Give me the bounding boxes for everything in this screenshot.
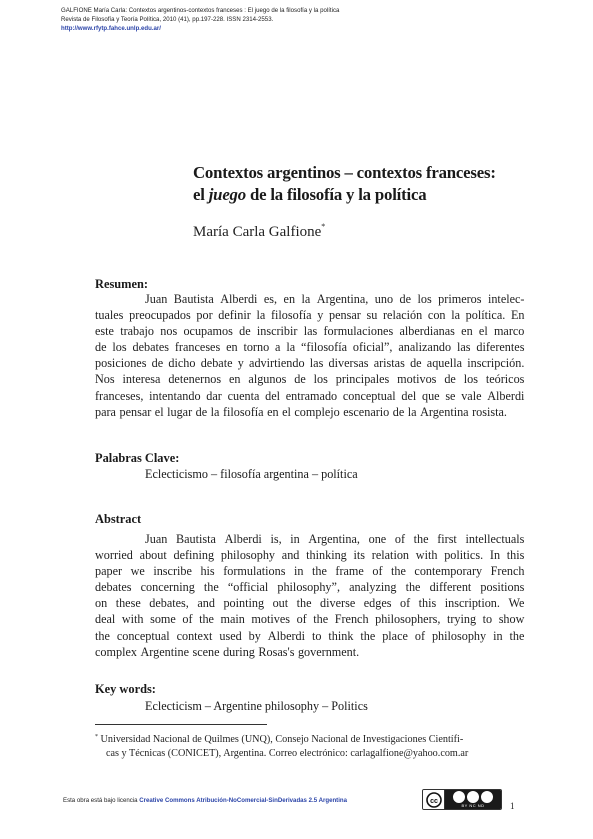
word: interesa <box>122 372 161 387</box>
word: with <box>121 612 144 627</box>
word: la <box>256 308 266 323</box>
word: franceses, <box>95 388 144 403</box>
word: the <box>203 580 219 595</box>
license-link[interactable]: Creative Commons Atribución-NoComercial-SinDerivadas 2.5 Argentina <box>139 797 348 804</box>
word: defining <box>173 548 215 563</box>
abstract-line <box>95 579 528 595</box>
word: para <box>95 404 116 419</box>
word: debate <box>200 356 233 371</box>
word: su <box>366 308 378 323</box>
word: out <box>272 596 289 611</box>
word: of <box>414 628 426 643</box>
word: place <box>382 628 408 643</box>
word: nos <box>160 324 178 339</box>
word: se <box>445 388 456 403</box>
word: inscribe <box>153 564 192 579</box>
word: uno <box>374 292 394 306</box>
word: trabajo <box>120 324 155 339</box>
word: the <box>95 628 110 643</box>
word: por <box>196 308 213 323</box>
word: scene <box>192 644 220 659</box>
word: and <box>281 548 300 563</box>
word: política. <box>465 308 506 323</box>
word: philosophers, <box>375 612 441 627</box>
article-title <box>193 162 553 206</box>
word: oficial”, <box>352 340 393 355</box>
word: to <box>482 612 493 627</box>
word: teóricos <box>485 372 525 387</box>
word: cuenta <box>227 388 260 403</box>
cc-logo-icon <box>423 790 445 809</box>
word: contemporary <box>414 564 483 579</box>
abstract-line <box>95 611 528 627</box>
word: French <box>490 564 525 579</box>
word: debates, <box>149 596 189 611</box>
word: es, <box>263 292 278 306</box>
word: conceptual <box>342 388 396 403</box>
word: Argentine <box>140 644 189 659</box>
word: principales <box>335 372 390 387</box>
word: entramado <box>285 388 338 403</box>
word: with <box>415 548 438 563</box>
word: the <box>413 532 429 546</box>
title-line-1: Contextos argentinos – contextos franceses: <box>193 163 496 182</box>
word: el <box>478 324 488 339</box>
word: detenernos <box>168 372 222 387</box>
word: los <box>417 292 432 306</box>
word: the <box>405 580 421 595</box>
word: este <box>95 324 114 339</box>
word: of <box>394 532 406 546</box>
resumen-heading: Resumen: <box>95 277 148 291</box>
word: lugar <box>167 404 193 419</box>
word: de <box>151 356 164 371</box>
keywords-heading: Key words: <box>95 682 156 696</box>
word: motivos <box>397 372 437 387</box>
word: positions <box>480 580 525 595</box>
abstract-paragraph <box>95 531 528 660</box>
footnote-divider <box>95 724 267 725</box>
word: los <box>313 372 328 387</box>
resumen-line <box>95 371 528 387</box>
word: En <box>510 308 525 323</box>
word: con <box>427 308 446 323</box>
word: first <box>437 532 457 546</box>
word: motives <box>251 612 291 627</box>
word: dar <box>206 388 222 403</box>
word: intentando <box>149 388 201 403</box>
word: edges <box>363 596 392 611</box>
word: on <box>95 596 108 611</box>
word: el <box>282 404 291 419</box>
word: Alberdi <box>267 628 306 643</box>
word: en <box>229 372 241 387</box>
word: Alberdi <box>487 388 525 403</box>
palabras-clave-heading: Palabras Clave: <box>95 451 180 465</box>
word: vale <box>461 388 482 403</box>
word: las <box>456 340 471 355</box>
word: inscription. <box>444 596 500 611</box>
word: y <box>237 356 244 371</box>
word: Bautista <box>175 532 216 546</box>
word: aquella <box>426 356 462 371</box>
word: la <box>407 404 417 419</box>
word: the <box>296 596 312 611</box>
word: philosophy <box>220 548 276 563</box>
word: Rosas's <box>258 644 295 659</box>
word: by <box>248 628 261 643</box>
resumen-line <box>95 355 528 371</box>
word: de <box>95 340 107 355</box>
word: frame <box>335 564 364 579</box>
word: and <box>197 596 215 611</box>
word: in <box>290 532 300 546</box>
word: y <box>317 308 324 323</box>
citation-header <box>61 6 561 33</box>
word: de <box>444 372 456 387</box>
word: inscripción. <box>467 356 525 371</box>
word: the <box>199 612 214 627</box>
resumen-paragraph <box>95 291 528 420</box>
resumen-line <box>95 404 528 420</box>
svg-text:cc: cc <box>429 797 438 805</box>
word: los <box>112 340 127 355</box>
word: of <box>372 564 383 579</box>
page-number: 1 <box>510 801 515 811</box>
word: diferentes <box>476 340 525 355</box>
word: In <box>489 548 501 563</box>
word: philosophy”, <box>277 580 340 595</box>
word: in <box>493 628 503 643</box>
word: a <box>275 340 281 355</box>
abstract-line <box>95 595 528 611</box>
word: is, <box>270 532 282 546</box>
word: thinking <box>306 548 347 563</box>
word: preocupados <box>129 308 191 323</box>
resumen-line <box>95 339 528 355</box>
word: de <box>392 404 405 419</box>
word: la <box>301 292 311 306</box>
author-name: María Carla Galfione* <box>193 222 326 240</box>
word: intelec- <box>487 292 525 306</box>
word: las <box>303 324 318 339</box>
word: the <box>312 564 327 579</box>
abstract-heading: Abstract <box>95 512 142 526</box>
word: en <box>461 324 473 339</box>
word: politics. <box>444 548 484 563</box>
resumen-line <box>95 323 528 339</box>
word: relación <box>383 308 423 323</box>
title-emphasis: juego <box>208 185 246 204</box>
cc-nd-icon <box>481 791 493 803</box>
word: marco <box>493 324 525 339</box>
word: main <box>220 612 245 627</box>
word: concerning <box>140 580 195 595</box>
word: en <box>226 340 238 355</box>
word: algunos <box>248 372 287 387</box>
word: this <box>506 548 525 563</box>
word: en <box>267 404 279 419</box>
word: of <box>182 612 193 627</box>
abstract-line <box>95 628 528 644</box>
word: Alberdi <box>220 292 258 306</box>
word: intellectuals <box>465 532 525 546</box>
word: Bautista <box>173 292 214 306</box>
word: rosista. <box>472 404 507 419</box>
word: tuales <box>95 308 124 323</box>
abstract-line <box>95 563 528 579</box>
cc-nc-icon <box>467 791 479 803</box>
citation-line-1: GALFIONE María Carla: Contextos argentinos-contextos franceses : El juego de la filosofía y la política <box>61 7 340 14</box>
footnote <box>95 730 530 761</box>
word: its <box>353 548 366 563</box>
word: la <box>451 308 460 323</box>
cc-license-badge[interactable] <box>422 789 502 810</box>
word: de <box>410 356 422 371</box>
word: posiciones <box>95 356 147 371</box>
word: think <box>328 628 354 643</box>
footnote-line-2: cas y Técnicas (CONICET), Argentina. Correo electrónico: carlagalfione@yahoo.com.ar <box>106 748 469 759</box>
word: Argentina <box>420 404 469 419</box>
word: primeros <box>438 292 482 306</box>
word: diversas <box>328 356 369 371</box>
word: conceptual <box>116 628 170 643</box>
word: torno <box>243 340 270 355</box>
author-footnote-mark: * <box>321 222 326 231</box>
word: in <box>294 564 304 579</box>
word: to <box>311 628 322 643</box>
word: advirtiendo <box>249 356 305 371</box>
word: government. <box>297 644 360 659</box>
word: of <box>400 596 411 611</box>
word: pointing <box>223 596 265 611</box>
footnote-line-1: Universidad Nacional de Quilmes (UNQ), Consejo Nacional de Investigaciones Científi- <box>100 734 464 745</box>
word: del <box>265 388 280 403</box>
word: relation <box>371 548 410 563</box>
title-line-2: el juego de la filosofía y la política <box>193 185 427 204</box>
cc-by-icon <box>453 791 465 803</box>
word: franceses <box>174 340 221 355</box>
word: la <box>210 404 220 419</box>
citation-line-2: Revista de Filosofía y Teoría Política, 2010 (41), pp.197-228. ISSN 2314-2553. <box>61 16 274 23</box>
abstract-line <box>95 644 528 660</box>
word: del <box>401 388 417 403</box>
word: formulaciones <box>323 324 394 339</box>
resumen-line <box>95 307 528 323</box>
word: definir <box>218 308 251 323</box>
word: inscribir <box>256 324 298 339</box>
word: en <box>283 292 296 306</box>
word: worried <box>95 548 133 563</box>
word: about <box>139 548 167 563</box>
word: pensar <box>329 308 361 323</box>
word: de <box>195 404 208 419</box>
word: escenario <box>343 404 390 419</box>
word: philosophy <box>431 628 487 643</box>
word: paper <box>95 564 123 579</box>
license-notice: Esta obra está bajo licencia Creative Commons Atribución-NoComercial-SinDerivadas 2.5 Argentina <box>63 797 348 804</box>
resumen-line <box>95 388 528 404</box>
word: analyzing <box>349 580 397 595</box>
word: Juan <box>145 532 168 546</box>
word: el <box>154 404 164 419</box>
word: “filosofía <box>300 340 348 355</box>
word: debates <box>132 340 170 355</box>
word: complex <box>95 644 137 659</box>
word: this <box>418 596 437 611</box>
word: analizando <box>398 340 452 355</box>
word: ocupamos <box>183 324 233 339</box>
word: los <box>463 372 478 387</box>
journal-url-link[interactable]: http://www.rfytp.fahce.unlp.edu.ar/ <box>61 25 161 32</box>
word: during <box>223 644 255 659</box>
word: the <box>313 612 329 627</box>
word: Juan <box>145 292 168 306</box>
word: We <box>508 596 525 611</box>
word: one <box>368 532 387 546</box>
word: debates <box>95 580 132 595</box>
word: aristas <box>373 356 405 371</box>
word: la <box>286 340 296 355</box>
footnote-mark: * <box>95 734 98 740</box>
word: dicho <box>168 356 196 371</box>
palabras-clave-text: Eclecticismo – filosofía argentina – política <box>145 467 358 481</box>
word: his <box>200 564 215 579</box>
word: context <box>176 628 213 643</box>
word: que <box>421 388 440 403</box>
word: las <box>309 356 324 371</box>
word: filosofía <box>222 404 264 419</box>
word: show <box>498 612 525 627</box>
word: different <box>429 580 472 595</box>
word: Argentina, <box>308 532 360 546</box>
word: deal <box>95 612 116 627</box>
word: complejo <box>294 404 340 419</box>
word: filosofía <box>270 308 312 323</box>
cc-badge-text: BY NC ND <box>461 803 485 808</box>
word: diverse <box>320 596 356 611</box>
word: the <box>509 628 525 643</box>
word: French <box>334 612 369 627</box>
word: formulations <box>223 564 286 579</box>
abstract-line <box>95 531 528 547</box>
word: the <box>360 628 376 643</box>
word: Nos <box>95 372 115 387</box>
word: Alberdi <box>224 532 262 546</box>
word: de <box>399 292 412 306</box>
word: “official <box>227 580 269 595</box>
word: trying <box>446 612 477 627</box>
word: used <box>219 628 242 643</box>
word: of <box>296 612 307 627</box>
word: Argentina, <box>316 292 369 306</box>
word: de <box>294 372 306 387</box>
word: de <box>239 324 251 339</box>
word: the <box>391 564 406 579</box>
word: pensar <box>119 404 152 419</box>
keywords-text: Eclecticism – Argentine philosophy – Politics <box>145 699 368 713</box>
word: we <box>130 564 145 579</box>
abstract-line <box>95 547 528 563</box>
word: some <box>150 612 176 627</box>
resumen-line <box>95 291 528 307</box>
word: alberdianas <box>399 324 455 339</box>
word: these <box>115 596 141 611</box>
